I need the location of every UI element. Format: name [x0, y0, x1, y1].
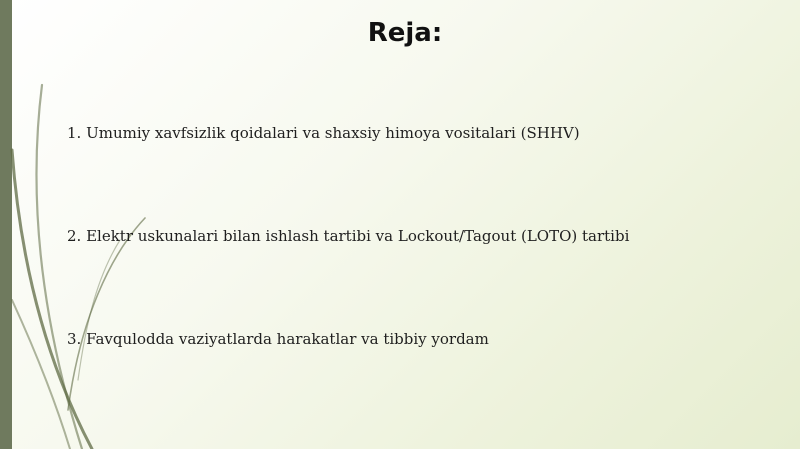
agenda-item-1: 1. Umumiy xavfsizlik qoidalari va shaxsiy himoya vositalari (SHHV)	[67, 124, 580, 142]
leaf-decoration	[0, 0, 160, 449]
agenda-item-2: 2. Elektr uskunalari bilan ishlash tartibi va Lockout/Tagout (LOTO) tartibi	[67, 227, 630, 245]
slide-title: Reja:	[367, 18, 443, 48]
agenda-item-3: 3. Favqulodda vaziyatlarda harakatlar va tibbiy yordam	[67, 330, 489, 348]
